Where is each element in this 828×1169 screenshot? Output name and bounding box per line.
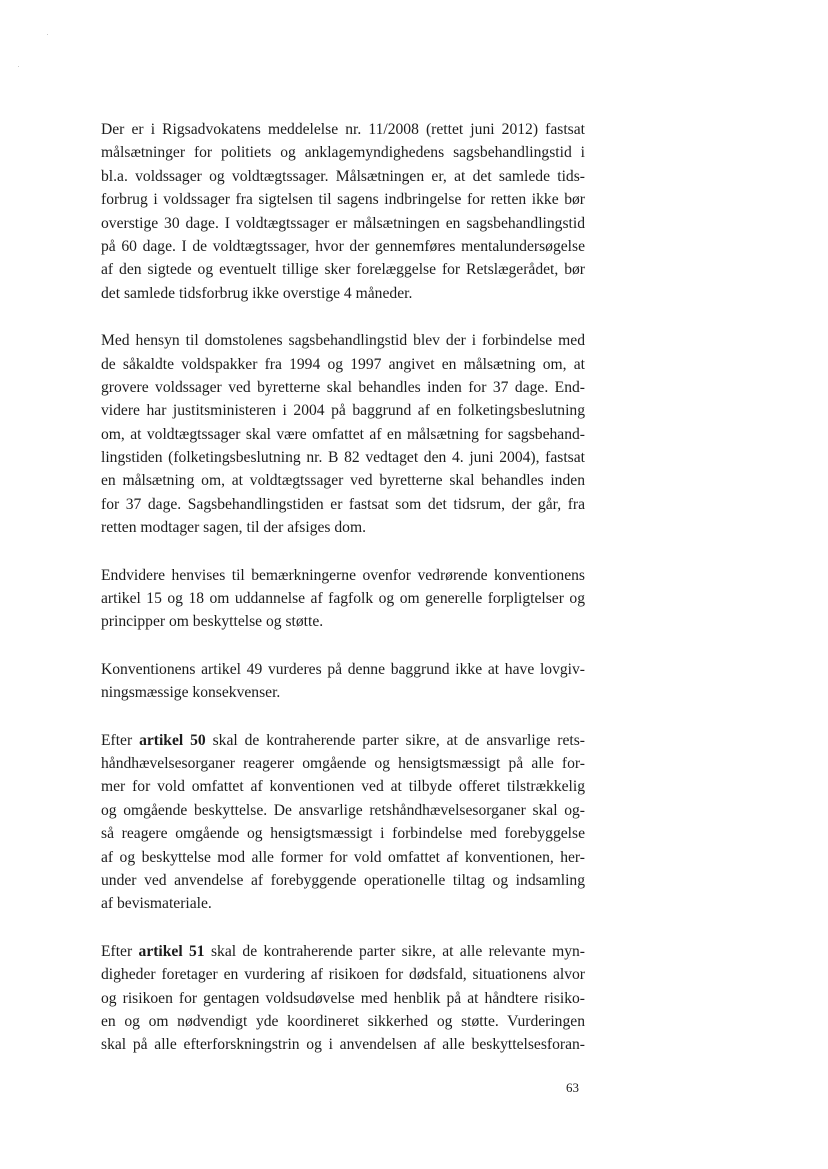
paragraph-6 [101, 940, 585, 1057]
text-line: og omgående beskyttelse. De ansvarlige retshåndhævelsesorganer skal og- [101, 801, 585, 819]
text-line: digheder foretager en vurdering af risikoen for dødsfald, situationens alvor [101, 966, 585, 984]
text-line: Der er i Rigsadvokatens meddelelse nr. 11/2008 (rettet juni 2012) fastsat [101, 121, 585, 138]
text-line: under ved anvendelse af forebyggende operationelle tiltag og indsamling [101, 871, 585, 889]
paragraph-5 [101, 729, 585, 916]
text-line: grovere voldssager ved byretterne skal behandles inden for 37 dage. End- [101, 378, 585, 396]
text-line: bl.a. voldssager og voldtægtssager. Målsætningen er, at det samlede tids- [101, 167, 585, 185]
text-line: principper om beskyttelse og støtte. [101, 613, 324, 631]
text-line: videre har justitsministeren i 2004 på baggrund af en folketingsbeslutning [101, 402, 585, 420]
text-line: ningsmæssige konsekvenser. [101, 684, 281, 702]
article-reference: artikel 51 [138, 942, 205, 960]
text-line: Endvidere henvises til bemærkningerne ovenfor vedrørende konventionens [101, 566, 585, 584]
lead-word: Efter [101, 731, 133, 749]
text-line: en og om nødvendigt yde koordineret sikkerhed og støtte. Vurderingen [101, 1012, 585, 1030]
paragraph-2 [101, 329, 585, 540]
text-line: overstige 30 dage. I voldtægtssager er målsætningen en sagsbehandlingstid [101, 214, 585, 232]
paragraph-4 [101, 658, 585, 705]
body-text [101, 118, 585, 1057]
text-line: af og beskyttelse mod alle former for vold omfattet af konventionen, her- [101, 848, 585, 866]
text-line: det samlede tidsforbrug ikke overstige 4 måneder. [101, 284, 413, 302]
page-number: 63 [566, 1080, 579, 1095]
text-line [101, 940, 585, 963]
text-line: Konventionens artikel 49 vurderes på denne baggrund ikke at have lovgiv- [101, 660, 585, 678]
line-rest: skal de kontraherende parter sikre, at de ansvarlige rets- [212, 731, 585, 749]
scan-speck [18, 66, 19, 67]
text-line: skal på alle efterforskningstrin og i anvendelsen af alle beskyttelsesforan- [101, 1036, 585, 1054]
text-line: mer for vold omfattet af konventionen ved at tilbyde offeret tilstrækkelig [101, 778, 585, 796]
paragraph-1 [101, 118, 585, 305]
text-line: målsætninger for politiets og anklagemyndighedens sagsbehandlingstid i [101, 144, 585, 162]
text-line: af den sigtede og eventuelt tillige sker forelæggelse for Retslægerådet, bør [101, 261, 585, 279]
text-line: retten modtager sagen, til der afsiges dom. [101, 519, 367, 537]
paragraph-3 [101, 564, 585, 634]
text-line: og risikoen for gentagen voldsudøvelse med henblik på at håndtere risiko- [101, 989, 585, 1007]
text-line: af bevismateriale. [101, 895, 212, 913]
text-line: for 37 dage. Sagsbehandlingstiden er fastsat som det tidsrum, der går, fra [101, 495, 585, 513]
text-line [101, 729, 585, 752]
scan-speck [47, 34, 48, 35]
text-line: Med hensyn til domstolenes sagsbehandlingstid blev der i forbindelse med [101, 332, 585, 350]
text-line: på 60 dage. I de voldtægtssager, hvor der gennemføres mentalundersøgelse [101, 237, 585, 255]
text-line: lingstiden (folketingsbeslutning nr. B 82 vedtaget den 4. juni 2004), fastsat [101, 449, 585, 467]
text-line: en målsætning om, at voldtægtssager ved byretterne skal behandles inden [101, 472, 585, 490]
lead-word: Efter [101, 942, 133, 960]
text-line: om, at voldtægtssager skal være omfattet af en målsætning for sagsbehand- [101, 425, 585, 443]
article-reference: artikel 50 [139, 731, 206, 749]
text-line: artikel 15 og 18 om uddannelse af fagfolk og om generelle forpligtelser og [101, 590, 585, 608]
line-rest: skal de kontraherende parter sikre, at alle relevante myn- [210, 942, 585, 960]
text-line: forbrug i voldssager fra sigtelsen til sagens indbringelse for retten ikke bør [101, 191, 585, 209]
text-line: håndhævelsesorganer reagerer omgående og hensigtsmæssigt på alle for- [101, 754, 585, 772]
text-line: så reagere omgående og hensigtsmæssigt i forbindelse med forebyggelse [101, 825, 585, 843]
text-line: de såkaldte voldspakker fra 1994 og 1997 angivet en målsætning om, at [101, 355, 585, 373]
